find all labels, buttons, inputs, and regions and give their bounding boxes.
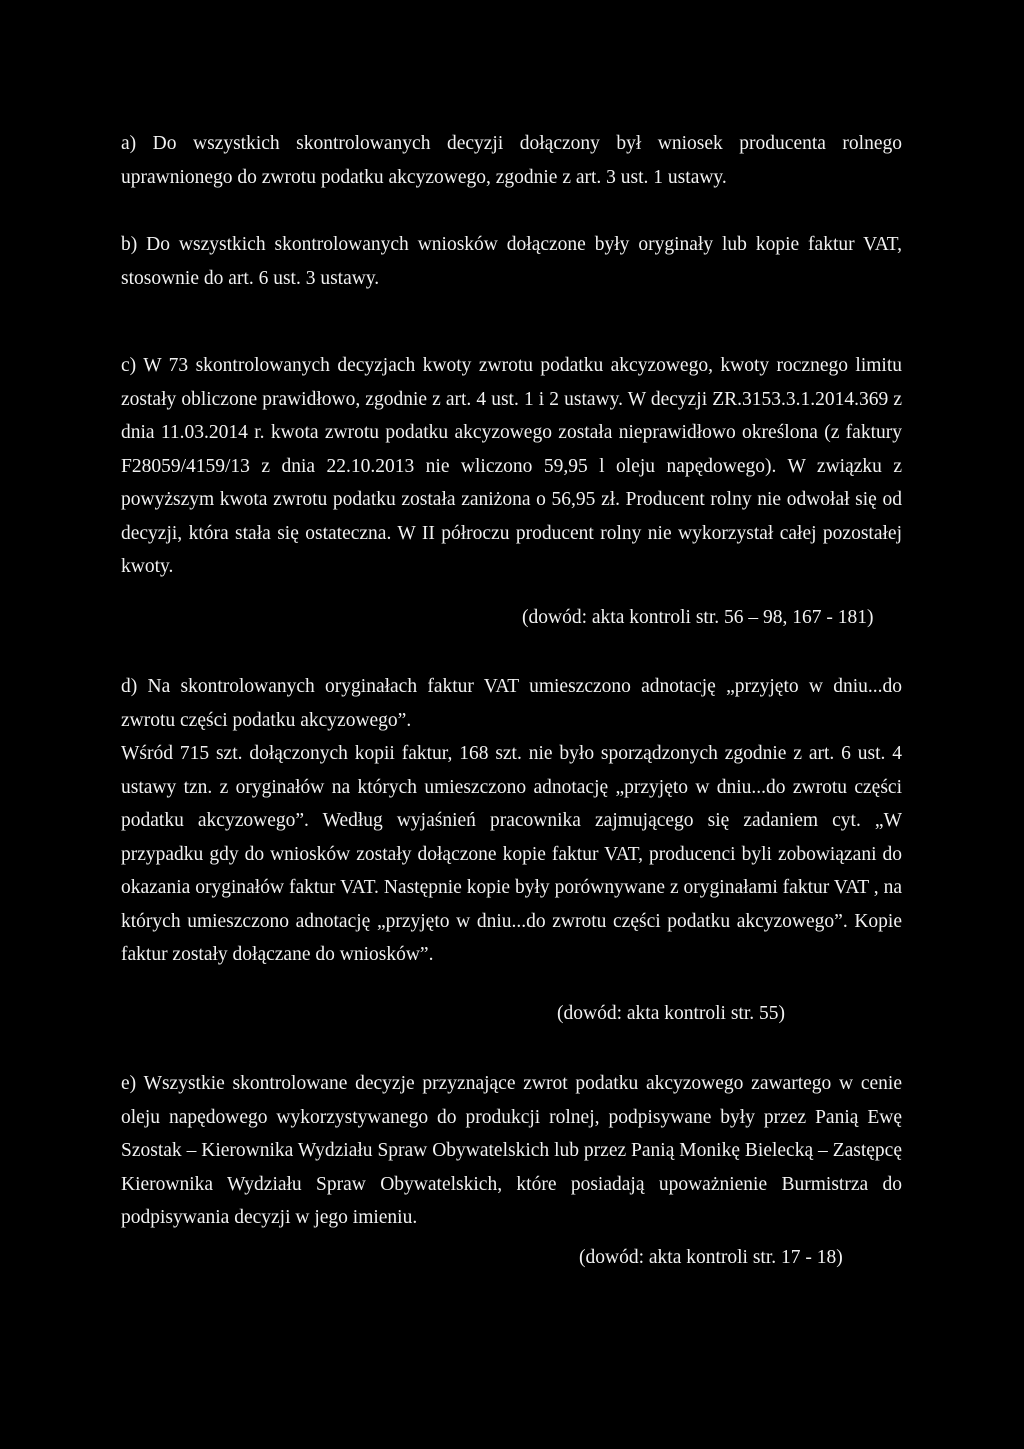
section-d	[121, 670, 902, 972]
section-c-evidence: (dowód: akta kontroli str. 56 – 98, 167 - 181)	[522, 607, 874, 628]
section-d-marker: d)	[121, 676, 138, 697]
section-c-text: W 73 skontrolowanych decyzjach kwoty zwrotu podatku akcyzowego, kwoty rocznego limitu zostały obliczone prawidłowo, zgodnie z art. 4 ust. 1 i 2 ustawy. W decyzji ZR.3153.3.1.2014.369 z dnia 11.03.2014 r. kwota zwrotu podatku akcyzowego została nieprawidłowo określona (z faktury F28059/4159/13 z dnia 22.10.2013 nie wliczono 59,95 l oleju napędowego). W związku z powyższym kwota zwrotu podatku została zaniżona o 56,95 zł. Producent rolny nie odwołał się od decyzji, która stała się ostateczna. W II półroczu producent rolny nie wykorzystał całej pozostałej kwoty.	[121, 355, 902, 577]
section-a-text: Do wszystkich skontrolowanych decyzji dołączony był wniosek producenta rolnego uprawnionego do zwrotu podatku akcyzowego, zgodnie z art. 3 ust. 1 ustawy.	[121, 133, 902, 188]
section-e	[121, 1067, 902, 1235]
section-c	[121, 349, 902, 584]
section-d-text: Na skontrolowanych oryginałach faktur VAT umieszczono adnotację „przyjęto w dniu...do zwrotu części podatku akcyzowego”.	[121, 676, 902, 731]
section-e-marker: e)	[121, 1073, 137, 1094]
section-c-marker: c)	[121, 355, 137, 376]
section-d-text2: Wśród 715 szt. dołączonych kopii faktur, 168 szt. nie było sporządzonych zgodnie z art. 6 ust. 4 ustawy tzn. z oryginałów na których umieszczono adnotację „przyjęto w dniu...do zwrotu części podatku akcyzowego”. Według wyjaśnień pracownika zajmującego się zadaniem cyt. „W przypadku gdy do wniosków zostały dołączone kopie faktur VAT, producenci byli zobowiązani do okazania oryginałów faktur VAT. Następnie kopie były porównywane z oryginałami faktur VAT , na których umieszczono adnotację „przyjęto w dniu...do zwrotu części podatku akcyzowego”. Kopie faktur zostały dołączane do wniosków”.	[121, 743, 902, 965]
section-b-marker: b)	[121, 234, 138, 255]
section-a-marker: a)	[121, 133, 137, 154]
section-b	[121, 228, 902, 295]
section-e-evidence: (dowód: akta kontroli str. 17 - 18)	[579, 1247, 843, 1268]
section-a	[121, 127, 902, 194]
section-d-evidence: (dowód: akta kontroli str. 55)	[557, 1003, 786, 1024]
section-e-text: Wszystkie skontrolowane decyzje przyznające zwrot podatku akcyzowego zawartego w cenie oleju napędowego wykorzystywanego do produkcji rolnej, podpisywane były przez Panią Ewę Szostak – Kierownika Wydziału Spraw Obywatelskich lub przez Panią Monikę Bielecką – Zastępcę Kierownika Wydziału Spraw Obywatelskich, które posiadają upoważnienie Burmistrza do podpisywania decyzji w jego imieniu.	[121, 1073, 902, 1228]
section-b-text: Do wszystkich skontrolowanych wniosków dołączone były oryginały lub kopie faktur VAT, stosownie do art. 6 ust. 3 ustawy.	[121, 234, 903, 289]
